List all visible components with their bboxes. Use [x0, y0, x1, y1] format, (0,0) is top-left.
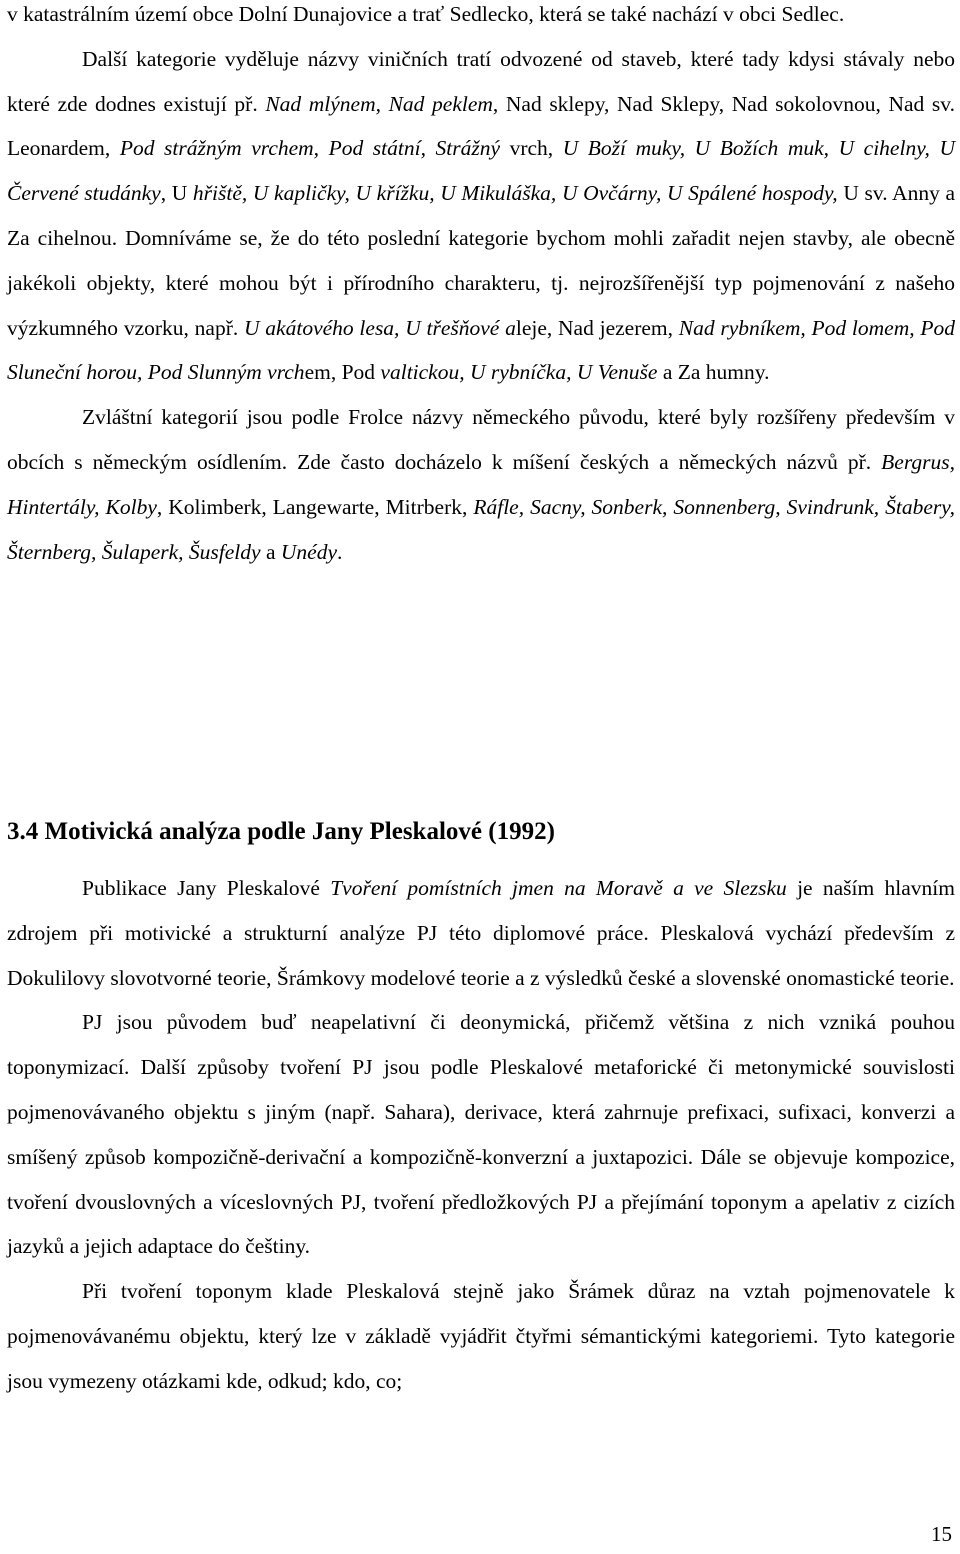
- text-run: vrch,: [500, 136, 563, 161]
- paragraph-pleskalova-publication: [7, 866, 955, 1000]
- text-run: , U: [160, 181, 193, 206]
- section-body: [7, 866, 955, 1404]
- paragraph-continuation: v katastrálním území obce Dolní Dunajovice a trať Sedlecko, která se také nachází v obci Sedlec.: [7, 2, 845, 26]
- italic-names: Nad mlýnem, Nad peklem: [265, 91, 493, 116]
- paragraph-buildings-category: [7, 37, 955, 395]
- italic-names: Bergrus, Hintertály, Kolby: [7, 449, 955, 519]
- text-run: je naším hlavním zdrojem při motivické a strukturní analýze PJ této diplomové práce. Pleskalová vychází především z Dokulilovy slovotvorné teorie, Šrámkovy modelové teorie a z výsledků české a slovenské onomastické teorie.: [7, 876, 955, 990]
- text-run: a Za humny.: [657, 360, 770, 385]
- italic-names: hřiště, U kapličky, U křížku, U Mikuláška, U Ovčárny, U Spálené hospody,: [192, 181, 838, 206]
- section-heading: 3.4 Motivická analýza podle Jany Pleskalové (1992): [7, 818, 555, 845]
- paragraph-german-names: [7, 395, 955, 574]
- text-run: , Nad sklepy, Nad Sklepy, Nad sokolovnou, Nad sv. Leonardem,: [7, 91, 956, 161]
- italic-names: U akátového lesa, U třešňové a: [244, 315, 516, 340]
- italic-names: U Boží muky, U Božích muk, U cihelny, U Červené studánky: [7, 136, 956, 206]
- italic-names: Unédy: [280, 539, 337, 564]
- text-run: em, Pod: [304, 360, 381, 385]
- text-run: leje, Nad jezerem,: [515, 315, 679, 340]
- text-run: Zvláštní kategorií jsou podle Frolce názvy německého původu, které byly rozšířeny především v obcích s německým osídlením. Zde často docházelo k míšení českých a německých názvů př.: [7, 405, 955, 474]
- italic-names: Nad rybníkem, Pod lomem, Pod Sluneční horou, Pod Slunným vrch: [7, 315, 956, 385]
- text-run: Další kategorie vyděluje názvy viničních tratí odvozené od staveb, které tady kdysi stávaly nebo které zde dodnes existují př.: [7, 46, 955, 116]
- page-number: 15: [931, 1522, 952, 1546]
- italic-names: valtickou, U rybníčka, U Venuše: [380, 360, 658, 385]
- paragraph-semantic-categories: Při tvoření toponym klade Pleskalová stejně jako Šrámek důraz na vztah pojmenovatele k pojmenovávanému objektu, který lze v základě vyjádřit čtyřmi sémantickými kategoriemi. Tyto kategorie jsou vymezeny otázkami kde, odkud; kdo, co;: [7, 1279, 955, 1393]
- text-run: U sv. Anny a Za cihelnou. Domníváme se, že do této poslední kategorie bychom mohli zařadit nejen stavby, ale obecně jakékoli objekty, které mohou být i přírodního charakteru, tj. nejrozšířenější typ pojmenování z našeho výzkumného vzorku, např.: [7, 181, 955, 340]
- text-run: Publikace Jany Pleskalové: [82, 876, 331, 900]
- paragraph-formation-methods: PJ jsou původem buď neapelativní či deonymická, přičemž většina z nich vzniká pouhou toponymizací. Další způsoby tvoření PJ jsou podle Pleskalové metaforické či metonymické souvislosti pojmenovávaného objektu s jiným (např. Sahara), derivace, která zahrnuje prefixaci, sufixaci, konverzi a smíšený způsob kompozičně-derivační a kompozičně-konverzní a juxtapozici. Dále se objevuje kompozice, tvoření dvouslovných a víceslovných PJ, tvoření předložkových PJ a přejímání toponym a apelativ z cizích jazyků a jejich adaptace do češtiny.: [7, 1010, 955, 1259]
- italic-book-title: Tvoření pomístních jmen na Moravě a ve Slezsku: [330, 876, 787, 900]
- text-run: .: [337, 539, 343, 564]
- italic-names: Ráfle, Sacny, Sonberk, Sonnenberg, Svindrunk, Štabery, Šternberg, Šulaperk, Šusfeldy: [7, 494, 956, 564]
- italic-names: Pod strážným vrchem, Pod státní, Strážný: [119, 136, 501, 161]
- text-run: , Kolimberk, Langewarte, Mitrberk,: [156, 494, 474, 519]
- document-page: [7, 0, 956, 1393]
- text-run: a: [260, 539, 281, 564]
